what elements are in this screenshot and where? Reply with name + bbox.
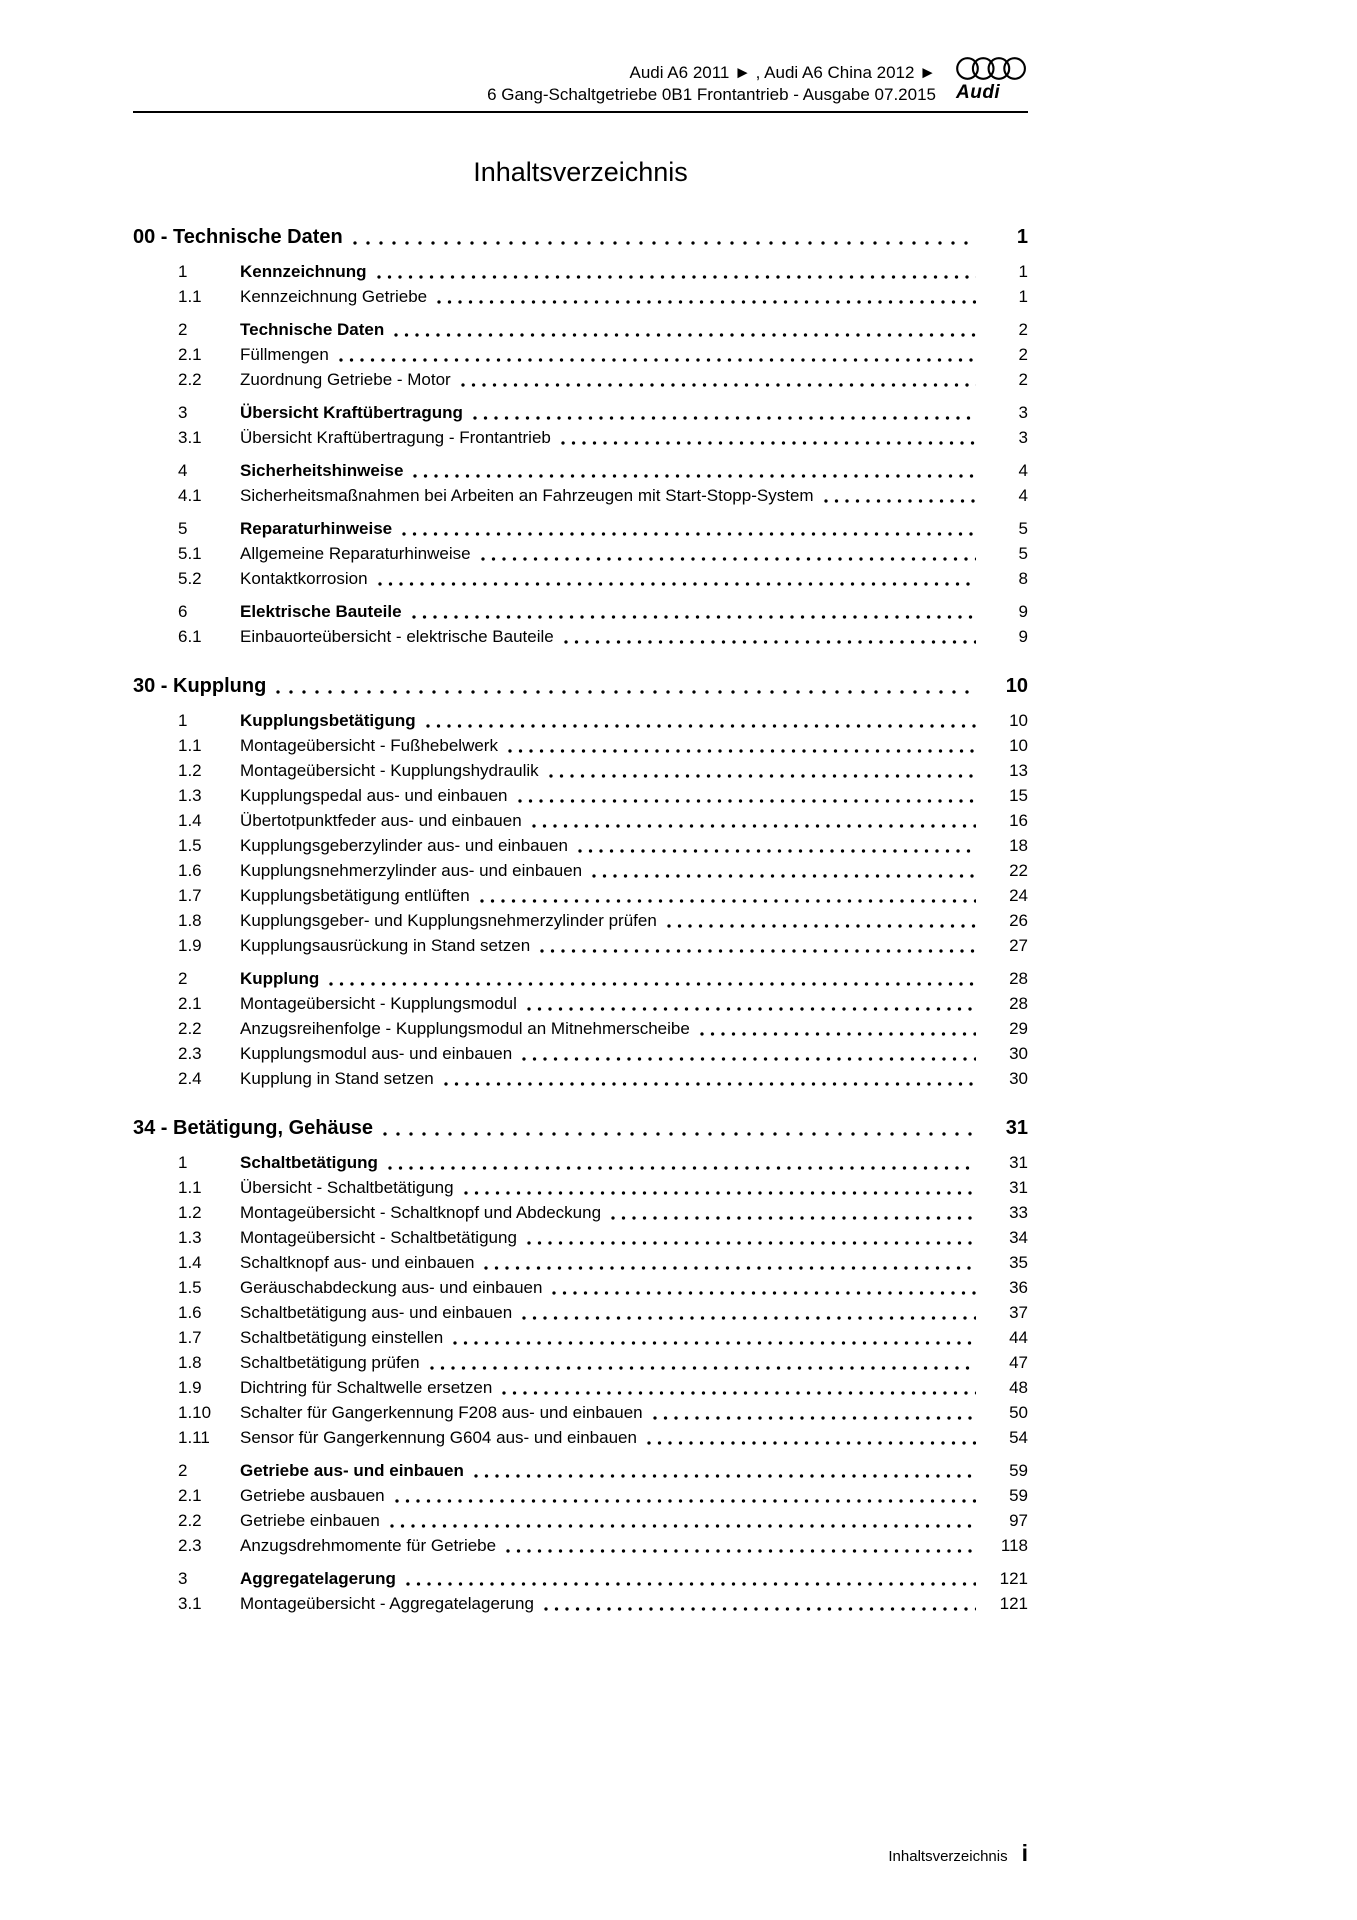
item-number: 6 xyxy=(178,602,188,621)
chapter-page-number: 10 xyxy=(1005,675,1028,697)
item-page-number: 4 xyxy=(1018,486,1028,505)
item-number: 1 xyxy=(178,1153,188,1172)
toc-chapter-row[interactable] xyxy=(133,1115,1028,1142)
item-number: 1.4 xyxy=(178,1253,202,1272)
dot-leader xyxy=(549,774,976,778)
toc-item-row[interactable] xyxy=(133,758,1028,783)
audi-rings-icon xyxy=(956,56,1026,81)
dot-leader xyxy=(329,982,976,986)
item-page-number: 9 xyxy=(1018,627,1028,646)
dot-leader xyxy=(377,275,976,279)
dot-leader xyxy=(527,1241,976,1245)
dot-leader xyxy=(339,358,976,362)
dot-leader xyxy=(653,1416,976,1420)
item-number: 2 xyxy=(178,969,188,988)
item-number: 5 xyxy=(178,519,188,538)
toc-item-row[interactable] xyxy=(133,908,1028,933)
item-number: 2.3 xyxy=(178,1044,202,1063)
dot-leader xyxy=(532,824,976,828)
item-title: Anzugsreihenfolge - Kupplungsmodul an Mitnehmerscheibe xyxy=(240,1019,690,1038)
item-number: 1.4 xyxy=(178,811,202,830)
item-page-number: 8 xyxy=(1018,569,1028,588)
toc-item-row[interactable] xyxy=(133,1533,1028,1558)
dot-leader xyxy=(383,1132,976,1136)
dot-leader xyxy=(611,1216,976,1220)
dot-leader xyxy=(474,1474,976,1478)
item-number: 1.7 xyxy=(178,1328,202,1347)
item-title: Übersicht Kraftübertragung xyxy=(240,403,463,422)
item-page-number: 31 xyxy=(1009,1153,1028,1172)
item-number: 1.3 xyxy=(178,1228,202,1247)
item-title: Aggregatelagerung xyxy=(240,1569,396,1588)
item-page-number: 54 xyxy=(1009,1428,1028,1447)
item-number: 3 xyxy=(178,1569,188,1588)
toc-item-row[interactable] xyxy=(133,599,1028,624)
dot-leader xyxy=(647,1441,976,1445)
item-title: Sicherheitshinweise xyxy=(240,461,404,480)
item-page-number: 35 xyxy=(1009,1253,1028,1272)
item-page-number: 22 xyxy=(1009,861,1028,880)
item-page-number: 4 xyxy=(1018,461,1028,480)
toc-item-row[interactable] xyxy=(133,1425,1028,1450)
item-number: 1.1 xyxy=(178,736,202,755)
toc-item-row[interactable] xyxy=(133,1200,1028,1225)
toc-item-row[interactable] xyxy=(133,833,1028,858)
dot-leader xyxy=(378,582,976,586)
item-title: Kupplungsgeber- und Kupplungsnehmerzylinder prüfen xyxy=(240,911,657,930)
toc-item-row[interactable] xyxy=(133,1375,1028,1400)
item-page-number: 27 xyxy=(1009,936,1028,955)
item-page-number: 30 xyxy=(1009,1044,1028,1063)
toc-item-row[interactable] xyxy=(133,1350,1028,1375)
toc-item-row[interactable] xyxy=(133,1225,1028,1250)
item-title: Schaltbetätigung einstellen xyxy=(240,1328,444,1347)
item-title: Allgemeine Reparaturhinweise xyxy=(240,544,471,563)
item-title: Schaltknopf aus- und einbauen xyxy=(240,1253,475,1272)
item-number: 1.8 xyxy=(178,911,202,930)
item-number: 5.2 xyxy=(178,569,202,588)
item-title: Kennzeichnung xyxy=(240,262,367,281)
item-title: Kontaktkorrosion xyxy=(240,569,368,588)
item-title: Schalter für Gangerkennung F208 aus- und einbauen xyxy=(240,1403,643,1422)
toc-item-row[interactable] xyxy=(133,367,1028,392)
item-number: 1.11 xyxy=(178,1428,210,1447)
dot-leader xyxy=(564,640,976,644)
item-number: 3.1 xyxy=(178,428,202,447)
dot-leader xyxy=(527,1007,976,1011)
item-page-number: 2 xyxy=(1018,320,1028,339)
toc-item-row[interactable] xyxy=(133,1250,1028,1275)
page-title: Inhaltsverzeichnis xyxy=(473,157,688,187)
toc-item-row[interactable] xyxy=(133,1041,1028,1066)
toc-item-row[interactable] xyxy=(133,1016,1028,1041)
item-page-number: 3 xyxy=(1018,428,1028,447)
item-number: 5.1 xyxy=(178,544,202,563)
header-model-line: Audi A6 2011 ► , Audi A6 China 2012 ► xyxy=(629,63,936,82)
item-page-number: 59 xyxy=(1009,1486,1028,1505)
item-page-number: 28 xyxy=(1009,969,1028,988)
toc-item-row[interactable] xyxy=(133,624,1028,649)
item-number: 1.3 xyxy=(178,786,202,805)
item-title: Montageübersicht - Aggregatelagerung xyxy=(240,1594,534,1613)
item-number: 2.2 xyxy=(178,1511,202,1530)
item-page-number: 47 xyxy=(1009,1353,1028,1372)
toc-item-row[interactable] xyxy=(133,1175,1028,1200)
dot-leader xyxy=(437,300,976,304)
dot-leader xyxy=(506,1549,976,1553)
item-title: Sicherheitsmaßnahmen bei Arbeiten an Fahrzeugen mit Start-Stopp-System xyxy=(240,486,814,505)
item-number: 1.5 xyxy=(178,836,202,855)
page-header xyxy=(133,56,1028,106)
item-title: Dichtring für Schaltwelle ersetzen xyxy=(240,1378,493,1397)
footer-label: Inhaltsverzeichnis xyxy=(888,1848,1008,1865)
item-title: Übersicht - Schaltbetätigung xyxy=(240,1178,454,1197)
dot-leader xyxy=(390,1524,976,1528)
toc-item-row[interactable] xyxy=(133,1400,1028,1425)
item-number: 1.6 xyxy=(178,861,202,880)
item-page-number: 10 xyxy=(1009,711,1028,730)
item-page-number: 36 xyxy=(1009,1278,1028,1297)
dot-leader xyxy=(453,1341,976,1345)
item-page-number: 3 xyxy=(1018,403,1028,422)
item-page-number: 44 xyxy=(1009,1328,1028,1347)
dot-leader xyxy=(406,1582,976,1586)
item-title: Einbauorteübersicht - elektrische Bauteile xyxy=(240,627,554,646)
audi-wordmark: Audi xyxy=(956,82,1001,103)
toc-item-row[interactable] xyxy=(133,342,1028,367)
item-title: Übertotpunktfeder aus- und einbauen xyxy=(240,811,522,830)
dot-leader xyxy=(502,1391,976,1395)
dot-leader xyxy=(522,1057,976,1061)
item-page-number: 30 xyxy=(1009,1069,1028,1088)
dot-leader xyxy=(473,416,976,420)
item-page-number: 50 xyxy=(1009,1403,1028,1422)
dot-leader xyxy=(395,1499,976,1503)
dot-leader xyxy=(430,1366,976,1370)
item-page-number: 97 xyxy=(1009,1511,1028,1530)
dot-leader xyxy=(544,1607,976,1611)
item-number: 3.1 xyxy=(178,1594,202,1613)
dot-leader xyxy=(412,615,976,619)
item-page-number: 29 xyxy=(1009,1019,1028,1038)
item-title: Kupplungsmodul aus- und einbauen xyxy=(240,1044,513,1063)
item-title: Zuordnung Getriebe - Motor xyxy=(240,370,451,389)
item-title: Füllmengen xyxy=(240,345,329,364)
toc-item-row[interactable] xyxy=(133,458,1028,483)
item-page-number: 10 xyxy=(1009,736,1028,755)
toc-item-row[interactable] xyxy=(133,541,1028,566)
item-title: Montageübersicht - Fußhebelwerk xyxy=(240,736,498,755)
dot-leader xyxy=(444,1082,976,1086)
item-title: Kennzeichnung Getriebe xyxy=(240,287,428,306)
item-number: 4 xyxy=(178,461,188,480)
toc-item-row[interactable] xyxy=(133,1300,1028,1325)
item-number: 2.1 xyxy=(178,994,202,1013)
item-title: Kupplungsausrückung in Stand setzen xyxy=(240,936,531,955)
toc-item-row[interactable] xyxy=(133,1483,1028,1508)
item-page-number: 121 xyxy=(999,1569,1028,1588)
item-number: 1.8 xyxy=(178,1353,202,1372)
toc-chapter-row[interactable] xyxy=(133,673,1028,700)
item-number: 3 xyxy=(178,403,188,422)
item-number: 2.1 xyxy=(178,1486,202,1505)
item-page-number: 24 xyxy=(1009,886,1028,905)
item-title: Kupplungsgeberzylinder aus- und einbauen xyxy=(240,836,568,855)
toc-item-row[interactable] xyxy=(133,808,1028,833)
item-title: Montageübersicht - Schaltknopf und Abdeckung xyxy=(240,1203,602,1222)
item-number: 4.1 xyxy=(178,486,202,505)
item-page-number: 1 xyxy=(1018,287,1028,306)
toc-item-row[interactable] xyxy=(133,1150,1028,1175)
dot-leader xyxy=(508,749,976,753)
item-page-number: 26 xyxy=(1009,911,1028,930)
toc-item-row[interactable] xyxy=(133,483,1028,508)
dot-leader xyxy=(484,1266,976,1270)
toc-item-row[interactable] xyxy=(133,991,1028,1016)
toc-item-row[interactable] xyxy=(133,783,1028,808)
item-page-number: 2 xyxy=(1018,370,1028,389)
item-page-number: 31 xyxy=(1009,1178,1028,1197)
item-title: Montageübersicht - Kupplungshydraulik xyxy=(240,761,539,780)
header-text xyxy=(487,56,936,106)
item-number: 1.1 xyxy=(178,1178,202,1197)
item-page-number: 5 xyxy=(1018,544,1028,563)
item-page-number: 2 xyxy=(1018,345,1028,364)
item-page-number: 121 xyxy=(999,1594,1028,1613)
item-number: 1.2 xyxy=(178,1203,202,1222)
toc-item-row[interactable] xyxy=(133,933,1028,958)
item-number: 1.6 xyxy=(178,1303,202,1322)
item-number: 6.1 xyxy=(178,627,202,646)
dot-leader xyxy=(402,532,976,536)
item-page-number: 118 xyxy=(1000,1536,1028,1555)
item-page-number: 34 xyxy=(1009,1228,1028,1247)
toc-item-row[interactable] xyxy=(133,1508,1028,1533)
item-number: 2.1 xyxy=(178,345,202,364)
dot-leader xyxy=(592,874,976,878)
item-page-number: 5 xyxy=(1018,519,1028,538)
chapter-page-number: 1 xyxy=(1016,226,1028,248)
toc-item-row[interactable] xyxy=(133,1275,1028,1300)
item-number: 2.2 xyxy=(178,370,202,389)
audi-logo xyxy=(956,56,1028,104)
dot-leader xyxy=(561,441,976,445)
item-number: 2 xyxy=(178,320,188,339)
item-page-number: 15 xyxy=(1009,786,1028,805)
toc-item-row[interactable] xyxy=(133,425,1028,450)
item-title: Geräuschabdeckung aus- und einbauen xyxy=(240,1278,543,1297)
dot-leader xyxy=(413,474,976,478)
footer-page-number: i xyxy=(1021,1840,1028,1866)
item-title: Getriebe einbauen xyxy=(240,1511,380,1530)
toc-item-row[interactable] xyxy=(133,1458,1028,1483)
item-title: Montageübersicht - Schaltbetätigung xyxy=(240,1228,517,1247)
header-divider xyxy=(133,111,1028,113)
item-number: 2 xyxy=(178,1461,188,1480)
dot-leader xyxy=(276,690,976,694)
toc-item-row[interactable] xyxy=(133,883,1028,908)
item-title: Übersicht Kraftübertragung - Frontantrieb xyxy=(240,428,551,447)
item-title: Elektrische Bauteile xyxy=(240,602,402,621)
toc-item-row[interactable] xyxy=(133,516,1028,541)
item-title: Schaltbetätigung xyxy=(240,1153,378,1172)
item-number: 1.7 xyxy=(178,886,202,905)
item-page-number: 33 xyxy=(1009,1203,1028,1222)
toc-chapter-row[interactable] xyxy=(133,224,1028,251)
item-number: 2.2 xyxy=(178,1019,202,1038)
item-number: 2.3 xyxy=(178,1536,202,1555)
item-page-number: 48 xyxy=(1009,1378,1028,1397)
toc-item-row[interactable] xyxy=(133,259,1028,284)
chapter-label: 34 - Betätigung, Gehäuse xyxy=(133,1117,374,1139)
item-number: 1.9 xyxy=(178,1378,202,1397)
dot-leader xyxy=(481,557,976,561)
dot-leader xyxy=(388,1166,976,1170)
toc-item-row[interactable] xyxy=(133,1325,1028,1350)
toc-item-row[interactable] xyxy=(133,317,1028,342)
item-title: Kupplungsbetätigung xyxy=(240,711,416,730)
dot-leader xyxy=(464,1191,976,1195)
toc-item-row[interactable] xyxy=(133,1591,1028,1616)
item-title: Reparaturhinweise xyxy=(240,519,393,538)
item-title: Anzugsdrehmomente für Getriebe xyxy=(240,1536,497,1555)
item-number: 1.10 xyxy=(178,1403,212,1422)
item-number: 2.4 xyxy=(178,1069,202,1088)
item-title: Kupplung in Stand setzen xyxy=(240,1069,434,1088)
item-title: Schaltbetätigung prüfen xyxy=(240,1353,420,1372)
toc-item-row[interactable] xyxy=(133,858,1028,883)
toc-item-row[interactable] xyxy=(133,708,1028,733)
item-title: Montageübersicht - Kupplungsmodul xyxy=(240,994,517,1013)
toc-item-row[interactable] xyxy=(133,566,1028,591)
item-title: Getriebe ausbauen xyxy=(240,1486,385,1505)
dot-leader xyxy=(824,499,976,503)
item-number: 1.2 xyxy=(178,761,202,780)
chapter-page-number: 31 xyxy=(1005,1117,1028,1139)
item-page-number: 18 xyxy=(1009,836,1028,855)
toc-item-row[interactable] xyxy=(133,284,1028,309)
dot-leader xyxy=(394,333,976,337)
dot-leader xyxy=(578,849,976,853)
dot-leader xyxy=(522,1316,976,1320)
item-page-number: 9 xyxy=(1018,602,1028,621)
dot-leader xyxy=(426,724,976,728)
chapter-label: 00 - Technische Daten xyxy=(133,226,343,248)
toc-item-row[interactable] xyxy=(133,733,1028,758)
item-title: Schaltbetätigung aus- und einbauen xyxy=(240,1303,513,1322)
item-number: 1.1 xyxy=(178,287,202,306)
item-page-number: 16 xyxy=(1009,811,1028,830)
item-page-number: 13 xyxy=(1009,761,1028,780)
dot-leader xyxy=(518,799,976,803)
item-title: Kupplungspedal aus- und einbauen xyxy=(240,786,508,805)
chapter-label: 30 - Kupplung xyxy=(133,675,267,697)
dot-leader xyxy=(552,1291,976,1295)
dot-leader xyxy=(461,383,976,387)
toc-item-row[interactable] xyxy=(133,1566,1028,1591)
item-title: Kupplungsnehmerzylinder aus- und einbauen xyxy=(240,861,583,880)
item-number: 1 xyxy=(178,262,188,281)
dot-leader xyxy=(540,949,976,953)
item-page-number: 59 xyxy=(1009,1461,1028,1480)
dot-leader xyxy=(480,899,976,903)
dot-leader xyxy=(353,241,976,245)
item-page-number: 37 xyxy=(1009,1303,1028,1322)
page-footer xyxy=(888,1840,1028,1867)
table-of-contents xyxy=(133,224,1028,1616)
header-manual-line: 6 Gang-Schaltgetriebe 0B1 Frontantrieb - Ausgabe 07.2015 xyxy=(487,85,936,104)
dot-leader xyxy=(700,1032,976,1036)
item-title: Kupplungsbetätigung entlüften xyxy=(240,886,470,905)
item-page-number: 1 xyxy=(1018,262,1028,281)
toc-item-row[interactable] xyxy=(133,400,1028,425)
item-title: Sensor für Gangerkennung G604 aus- und einbauen xyxy=(240,1428,637,1447)
dot-leader xyxy=(667,924,976,928)
item-number: 1.5 xyxy=(178,1278,202,1297)
item-title: Kupplung xyxy=(240,969,320,988)
item-number: 1 xyxy=(178,711,188,730)
item-page-number: 28 xyxy=(1009,994,1028,1013)
toc-item-row[interactable] xyxy=(133,1066,1028,1091)
item-title: Getriebe aus- und einbauen xyxy=(240,1461,464,1480)
item-title: Technische Daten xyxy=(240,320,385,339)
item-number: 1.9 xyxy=(178,936,202,955)
toc-item-row[interactable] xyxy=(133,966,1028,991)
